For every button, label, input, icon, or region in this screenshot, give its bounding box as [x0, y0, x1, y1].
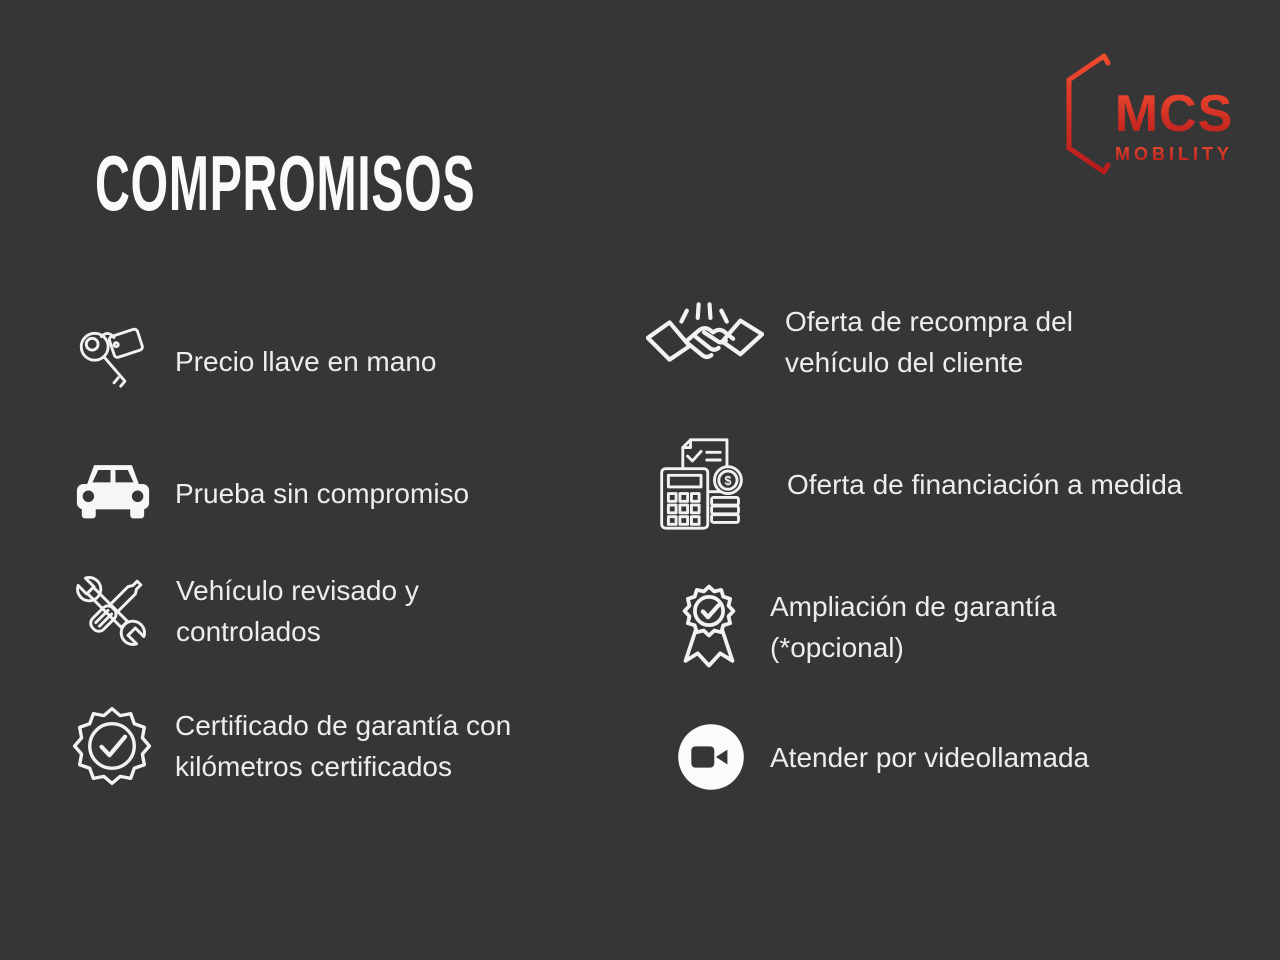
list-item	[72, 452, 469, 534]
list-item	[646, 296, 1073, 387]
logo-subtitle: MOBILITY	[1115, 144, 1233, 164]
tools-icon	[68, 568, 154, 654]
item-text: Oferta de recompra del vehículo del cliente	[785, 305, 1073, 378]
car-icon	[72, 452, 154, 534]
handshake-icon	[646, 296, 764, 387]
mcs-logo-icon	[1052, 46, 1248, 182]
warranty-award-icon	[662, 580, 756, 674]
list-item	[70, 704, 511, 788]
item-text: Prueba sin compromiso	[175, 477, 470, 509]
item-text: Precio llave en mano	[175, 345, 437, 377]
list-item	[72, 319, 436, 403]
svg-text:$: $	[724, 473, 732, 488]
financing-calculator-icon	[654, 436, 750, 532]
item-text: Atender por videollamada	[770, 741, 1090, 773]
video-call-icon	[670, 716, 752, 798]
item-text: Ampliación de garantía (*opcional)	[770, 591, 1057, 663]
page-title: COMPROMISOS	[95, 139, 476, 227]
item-text: Certificado de garantía con kilómetros certificados	[175, 710, 512, 782]
key-tag-icon	[72, 319, 156, 403]
item-text: Vehículo revisado y controlados	[176, 575, 419, 647]
list-item	[68, 568, 419, 654]
certificate-seal-icon	[70, 704, 154, 788]
list-item	[662, 580, 1056, 674]
list-item	[670, 716, 1089, 798]
logo-name: MCS	[1114, 85, 1234, 143]
mcs-mobility-logo	[1052, 46, 1248, 182]
item-text: Oferta de financiación a medida	[787, 468, 1183, 500]
list-item	[654, 436, 1182, 532]
logo-bracket-icon	[1069, 56, 1108, 172]
